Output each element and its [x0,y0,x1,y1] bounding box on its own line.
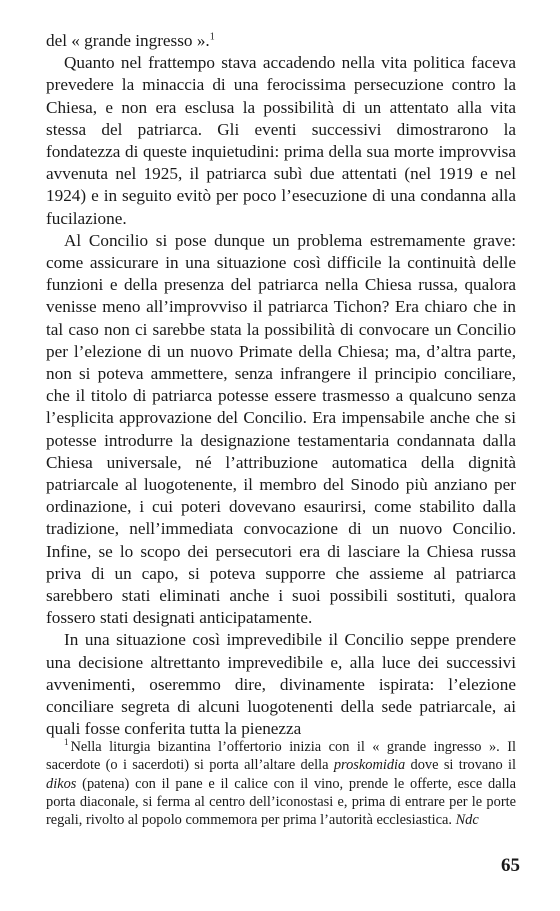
footnote-italic-dikos: dikos [46,775,77,792]
paragraph-1: Quanto nel frattempo stava accadendo nella vita politica faceva prevedere la minaccia di una ferocissima persecuzione contro la Chiesa, e non era esclusa la possibilità di un attentato alla vita stessa del patriarca. Gli eventi successivi dimostrarono la fondatezza di queste inquietudini: prima della sua morte improvvisa avvenuta nel 1925, il patriarca subì due attentati (nel 1919 e nel 1924) e in seguito evitò per poco l’esecuzione di una condanna alla fucilazione. [46,53,516,228]
paragraph-3: In una situazione così imprevedibile il Concilio seppe prendere una decisione altrettanto imprevedibile e, alla luce dei successivi avvenimenti, oseremmo dire, divinamente ispirata: l’elezione conciliare segreta di alcuni luogotenenti della sede patriarcale, ai quali fosse conferita tutta la pienezza [46,630,516,739]
paragraph-2: Al Concilio si pose dunque un problema estremamente grave: come assicurare in una situazione così difficile la continuità delle funzioni e della presenza del patriarca nella Chiesa russa, qualora venisse meno all’improvviso il patriarca Tichon? Era chiaro che in tal caso non ci sarebbe stata la possibilità di convocare un Concilio per l’elezione di un nuovo Primate della Chiesa; ma, d’altra parte, non si poteva ammettere, senza infrangere il principio conciliare, che il titolo di patriarca potesse essere trasmesso a qualcuno senza l’esplicita approvazione del Concilio. Era impensabile anche che si potesse introdurre la designazione testamentaria condannata dalla Chiesa universale, né l’attribuzione automatica della dignità patriarcale al luogotenente, il membro del Sinodo più anziano per ordinazione, i cui poteri dovevano esaurirsi, come stabilito dalla tradizione, nell’immediata convocazione di un nuovo Concilio. Infine, se lo scopo dei persecutori era di lasciare la Chiesa russa priva di un capo, si poteva supporre che assieme al patriarca sarebbero stati eliminati anche i suoi possibili sostituti, qualora fossero stati designati anticipatamente. [46,230,516,628]
continuation-text: del « grande ingresso ». [46,31,210,50]
footnotes [46,738,516,829]
footnote-text-b: dove si trovano il [405,757,517,774]
footnote-text-a: Nella liturgia bizantina l’offertorio inizia con il « grande ingresso ». Il sacerdote (o i sacerdoti) si porta all’altare della [46,739,516,774]
footnote-italic-ndc: Ndc [455,812,479,829]
footnote-mark: 1 [64,737,69,748]
page-body [46,30,516,741]
page-number: 65 [501,855,520,876]
continuation-line [46,30,516,52]
footnote-1 [46,738,516,829]
footnote-reference: 1 [209,31,215,43]
footnote-italic-proskomidia: proskomidia [333,757,406,774]
footnote-text-c: (patena) con il pane e il calice con il vino, prende le offerte, esce dalla porta diaconale, si ferma al centro dell’iconostasi e, prima di entrare per le porte regali, rivolto al popolo commemora per prima l’autorità ecclesiastica. [46,775,516,829]
